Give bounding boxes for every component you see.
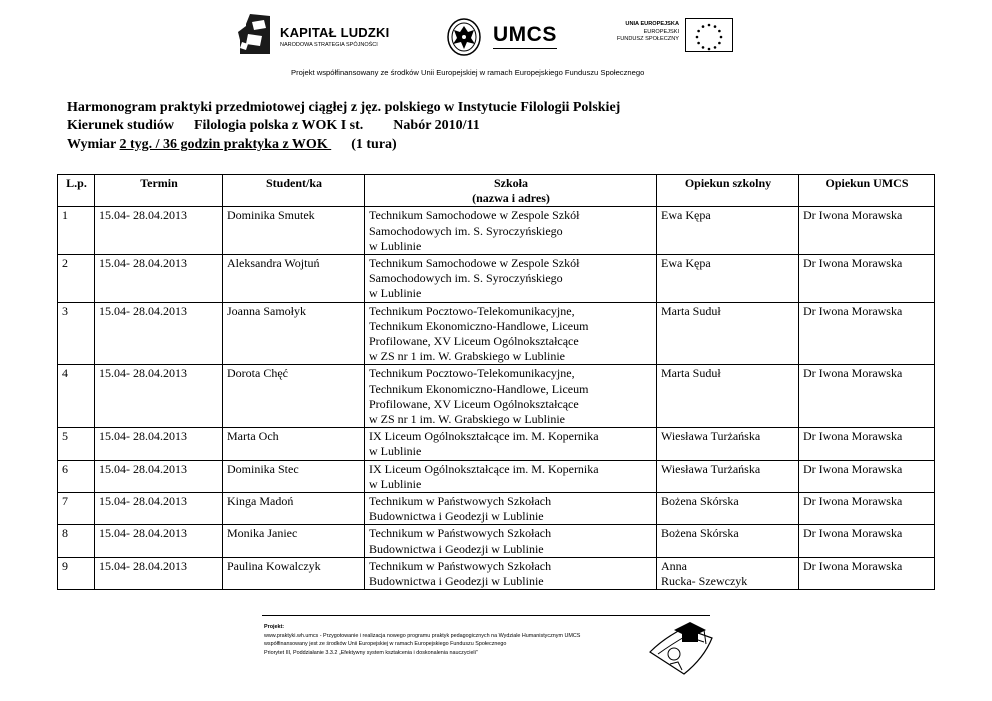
cell-lp: 8 [58,525,95,557]
kl-subtitle: NARODOWA STRATEGIA SPÓJNOŚCI [280,42,378,48]
eagle-crest-icon [447,18,481,56]
cell-umcs: Dr Iwona Morawska [799,557,935,589]
cell-umcs: Dr Iwona Morawska [799,525,935,557]
cell-term: 15.04- 28.04.2013 [95,557,223,589]
header-umcs: Opiekun UMCS [799,175,935,207]
table-row [58,365,935,428]
table-header-row [58,175,935,207]
table-row [58,302,935,365]
cell-school: IX Liceum Ogólnokształcące im. M. Kopernika w Lublinie [365,460,657,492]
table-row [58,428,935,460]
table-row [58,493,935,525]
table-row [58,525,935,557]
cell-student: Marta Och [223,428,365,460]
graduate-cap-icon [644,618,718,682]
cell-student: Monika Janiec [223,525,365,557]
cell-supervisor: Marta Suduł [657,365,799,428]
footer-note: Projekt: www.praktyki.wh.umcs - Przygotowanie i realizacja nowego programu praktyk pedagogicznych na Wydziale Humanistycznym UMCS współfinansowany jest ze środków Unii Europejskiej w ramach Europejskiego Funduszu Społecznego Priorytet III, Poddziałanie 3.3.2 „Efektywny system kształcenia i doskonalenia nauczycieli” [264,624,581,656]
cell-school: Technikum Samochodowe w Zespole Szkół Samochodowych im. S. Syroczyńskiego w Lublinie [365,207,657,255]
eu-flag-icon [685,18,733,52]
cell-lp: 7 [58,493,95,525]
cell-term: 15.04- 28.04.2013 [95,207,223,255]
cell-supervisor: Marta Suduł [657,302,799,365]
cell-student: Aleksandra Wojtuń [223,255,365,303]
cell-school: Technikum Pocztowo-Telekomunikacyjne, Technikum Ekonomiczno-Handlowe, Liceum Profilowane, XV Liceum Ogólnokształcące w ZS nr 1 im. W. Grabskiego w Lublinie [365,302,657,365]
cell-umcs: Dr Iwona Morawska [799,365,935,428]
cell-school: Technikum w Państwowych Szkołach Budownictwa i Geodezji w Lublinie [365,557,657,589]
header-school: Szkoła (nazwa i adres) [365,175,657,207]
cell-lp: 3 [58,302,95,365]
cell-student: Dominika Stec [223,460,365,492]
study-direction-line: Kierunek studiów Filologia polska z WOK I st. Nabór 2010/11 [67,118,480,133]
cell-lp: 1 [58,207,95,255]
cell-school: Technikum Samochodowe w Zespole Szkół Samochodowych im. S. Syroczyńskiego w Lublinie [365,255,657,303]
header-supervisor: Opiekun szkolny [657,175,799,207]
umcs-logo [447,18,567,58]
cell-school: IX Liceum Ogólnokształcące im. M. Kopernika w Lublinie [365,428,657,460]
cell-term: 15.04- 28.04.2013 [95,493,223,525]
cell-term: 15.04- 28.04.2013 [95,302,223,365]
cell-term: 15.04- 28.04.2013 [95,428,223,460]
cell-student: Paulina Kowalczyk [223,557,365,589]
header-term: Termin [95,175,223,207]
cell-student: Joanna Samołyk [223,302,365,365]
cell-umcs: Dr Iwona Morawska [799,493,935,525]
header-lp: L.p. [58,175,95,207]
table-row [58,557,935,589]
cell-umcs: Dr Iwona Morawska [799,207,935,255]
kapital-ludzki-logo [236,14,406,56]
cell-supervisor: Ewa Kępa [657,255,799,303]
dimension-line: Wymiar 2 tyg. / 36 godzin praktyka z WOK (1 tura) [67,137,397,152]
cell-supervisor: Anna Rucka- Szewczyk [657,557,799,589]
cell-lp: 2 [58,255,95,303]
cell-lp: 5 [58,428,95,460]
cell-lp: 4 [58,365,95,428]
header-student: Student/ka [223,175,365,207]
cell-lp: 6 [58,460,95,492]
document-title: Harmonogram praktyki przedmiotowej ciągłej z jęz. polskiego w Instytucie Filologii Polskiej [67,100,621,115]
cell-school: Technikum w Państwowych Szkołach Budownictwa i Geodezji w Lublinie [365,525,657,557]
cofinance-note: Projekt współfinansowany ze środków Unii Europejskiej w ramach Europejskiego Funduszu Społecznego [291,68,645,77]
cell-supervisor: Ewa Kępa [657,207,799,255]
cell-umcs: Dr Iwona Morawska [799,255,935,303]
cell-term: 15.04- 28.04.2013 [95,365,223,428]
cell-term: 15.04- 28.04.2013 [95,525,223,557]
cell-student: Dominika Smutek [223,207,365,255]
cell-school: Technikum Pocztowo-Telekomunikacyjne, Technikum Ekonomiczno-Handlowe, Liceum Profilowane, XV Liceum Ogólnokształcące w ZS nr 1 im. W. Grabskiego w Lublinie [365,365,657,428]
kapital-ludzki-mark-icon [236,14,270,54]
cell-supervisor: Bożena Skórska [657,525,799,557]
cell-student: Kinga Madoń [223,493,365,525]
table-row [58,255,935,303]
cell-supervisor: Wiesława Turżańska [657,460,799,492]
cell-supervisor: Wiesława Turżańska [657,428,799,460]
eu-logo [607,18,735,58]
cell-umcs: Dr Iwona Morawska [799,460,935,492]
cell-umcs: Dr Iwona Morawska [799,428,935,460]
kl-title: KAPITAŁ LUDZKI [280,25,390,40]
cell-school: Technikum w Państwowych Szkołach Budownictwa i Geodezji w Lublinie [365,493,657,525]
footer-divider [262,615,710,616]
umcs-underline [493,48,557,50]
cell-umcs: Dr Iwona Morawska [799,302,935,365]
eu-text: UNIA EUROPEJSKA EUROPEJSKI FUNDUSZ SPOŁECZNY [616,21,679,42]
umcs-label: UMCS [493,23,557,46]
table-row [58,207,935,255]
cell-student: Dorota Chęć [223,365,365,428]
cell-term: 15.04- 28.04.2013 [95,255,223,303]
cell-lp: 9 [58,557,95,589]
schedule-table [57,174,935,590]
table-row [58,460,935,492]
cell-supervisor: Bożena Skórska [657,493,799,525]
cell-term: 15.04- 28.04.2013 [95,460,223,492]
